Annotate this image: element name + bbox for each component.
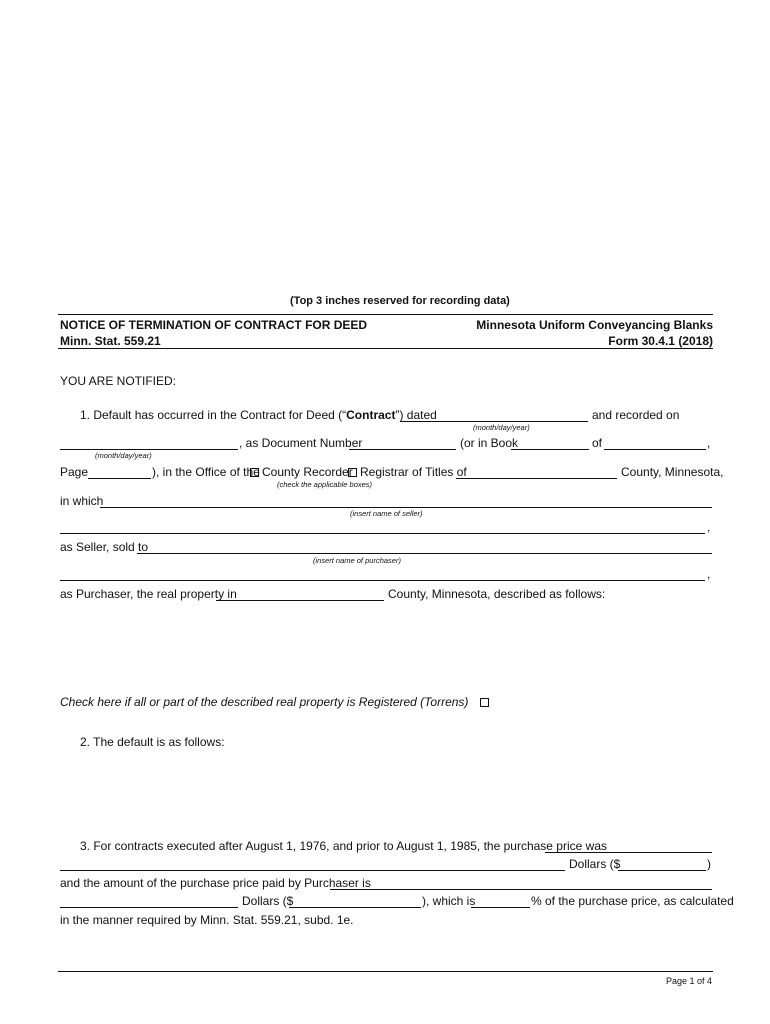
book-of-field[interactable]	[604, 449, 706, 450]
percent-label: % of the purchase price, as calculated	[531, 894, 734, 908]
contract-date-field[interactable]	[400, 421, 588, 422]
statute-reference: Minn. Stat. 559.21	[60, 334, 161, 348]
document-number-label: , as Document Number	[239, 436, 363, 450]
manner-text: in the manner required by Minn. Stat. 559.21, subd. 1e.	[60, 913, 354, 927]
book-field[interactable]	[511, 449, 589, 450]
item2-text: 2. The default is as follows:	[80, 735, 225, 749]
of-label: of	[592, 436, 603, 450]
date-hint-1: (month/day/year)	[473, 423, 530, 432]
torrens-check[interactable]: Check here if all or part of the described real property is Registered (Torrens)	[60, 695, 492, 709]
recorded-on-label: and recorded on	[592, 408, 680, 422]
registrar-checkbox[interactable]	[348, 468, 357, 477]
purchase-price-field[interactable]	[545, 852, 712, 853]
boxes-hint: (check the applicable boxes)	[277, 480, 373, 489]
seller-name-field-2[interactable]	[60, 533, 705, 534]
county-field-1[interactable]	[456, 478, 617, 479]
comma: ,	[707, 436, 711, 450]
page-number: Page 1 of 4	[665, 976, 712, 986]
dollars-label-2: Dollars ($	[242, 894, 294, 908]
document-number-field[interactable]	[349, 449, 456, 450]
torrens-checkbox[interactable]	[480, 698, 489, 707]
page-label: Page	[60, 465, 89, 479]
date-hint-2: (month/day/year)	[95, 451, 152, 460]
purchaser-name-field[interactable]	[137, 553, 712, 554]
form-number: Form 30.4.1 (2018)	[608, 334, 713, 348]
in-which-label: in which	[60, 494, 104, 508]
amount-paid-label: and the amount of the purchase price paid by Purchaser is	[60, 876, 371, 890]
purchaser-name-field-2[interactable]	[60, 580, 705, 581]
item3-text: 3. For contracts executed after August 1, 1976, and prior to August 1, 1985, the purchase price was	[80, 839, 607, 853]
seller-hint: (insert name of seller)	[350, 509, 423, 518]
comma: ,	[707, 567, 711, 581]
purchaser-hint: (insert name of purchaser)	[313, 556, 401, 565]
purchase-price-words-field[interactable]	[60, 870, 565, 871]
county-minnesota-label: County, Minnesota,	[621, 465, 724, 479]
seller-name-field[interactable]	[100, 507, 712, 508]
recorded-date-field[interactable]	[60, 449, 238, 450]
dollars-label-1: Dollars ($	[569, 857, 621, 871]
header-top-rule	[58, 314, 713, 315]
item1-text: 1. Default has occurred in the Contract for Deed (“Contract”) dated	[80, 408, 437, 422]
close-paren-1: )	[707, 857, 711, 871]
notice-heading: YOU ARE NOTIFIED:	[60, 374, 177, 388]
amount-paid-amount-field[interactable]	[289, 907, 421, 908]
county-field-2[interactable]	[216, 600, 384, 601]
form-series: Minnesota Uniform Conveyancing Blanks	[476, 318, 713, 332]
amount-paid-field[interactable]	[330, 889, 712, 890]
described-label: County, Minnesota, described as follows:	[388, 587, 606, 601]
amount-paid-words-field[interactable]	[60, 907, 238, 908]
recording-data-note: (Top 3 inches reserved for recording data)	[290, 295, 510, 307]
purchase-price-amount-field[interactable]	[618, 870, 706, 871]
county-recorder-checkbox[interactable]	[250, 468, 259, 477]
county-recorder-option[interactable]: County Recorder	[250, 465, 353, 479]
form-title: NOTICE OF TERMINATION OF CONTRACT FOR DEED	[60, 318, 368, 332]
book-label: (or in Book	[460, 436, 519, 450]
footer-rule	[58, 971, 713, 972]
as-purchaser-label: as Purchaser, the real property in	[60, 587, 237, 601]
office-label: ), in the Office of the	[152, 465, 260, 479]
registrar-option[interactable]: Registrar of Titles of	[348, 465, 467, 479]
as-seller-label: as Seller, sold to	[60, 540, 149, 554]
page-field[interactable]	[88, 478, 151, 479]
percent-field[interactable]	[471, 907, 530, 908]
comma: ,	[707, 520, 711, 534]
header-bottom-rule	[58, 348, 713, 349]
which-is-label: ), which is	[422, 894, 476, 908]
